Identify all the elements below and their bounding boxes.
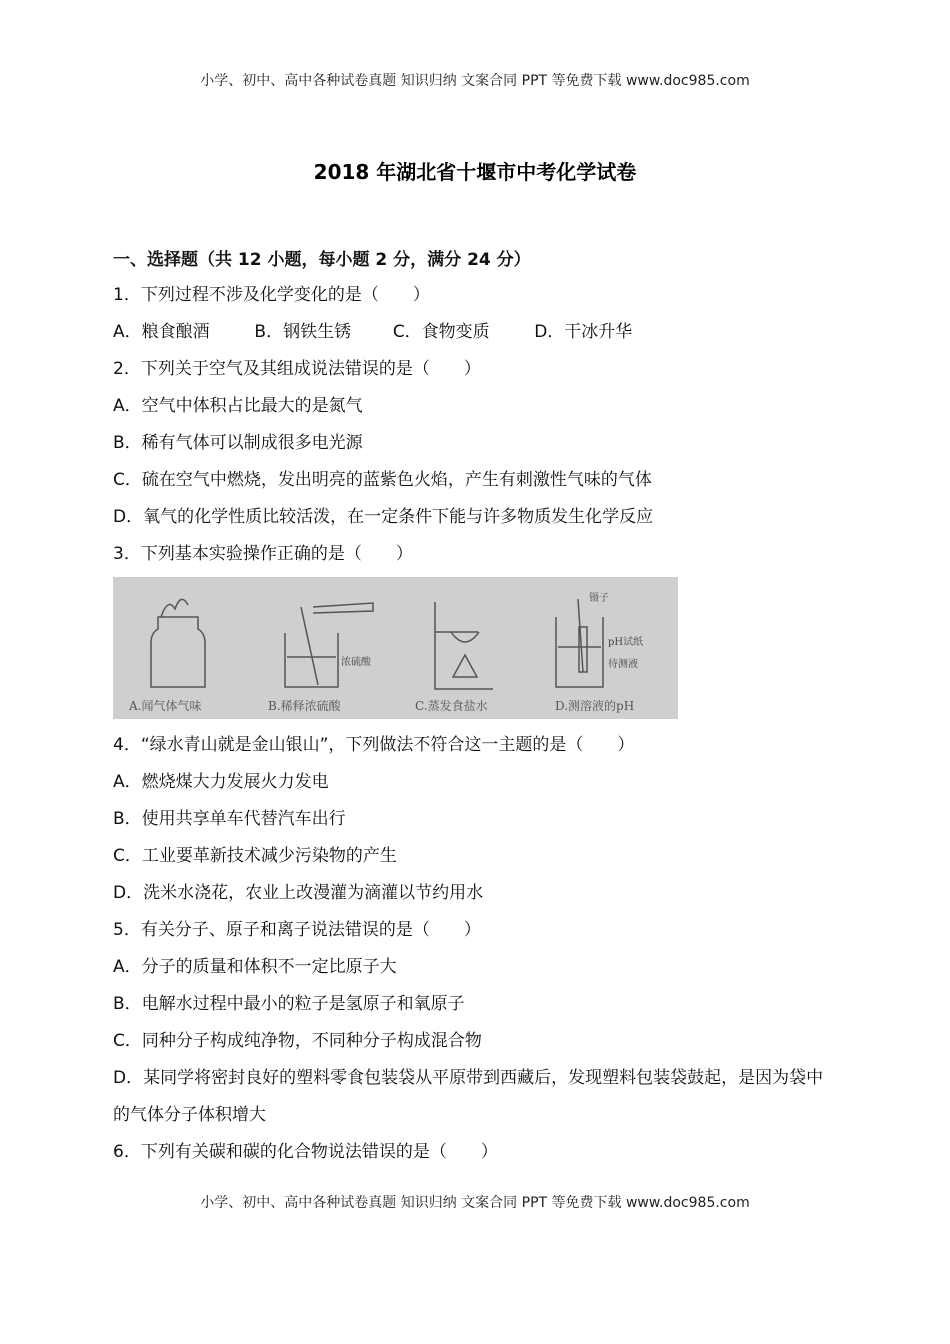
q2-option-a: A．空气中体积占比最大的是氮气	[113, 396, 363, 416]
ph-test-icon	[556, 599, 603, 687]
q4-option-d: D．洗米水浇花，农业上改漫灌为滴灌以节约用水	[113, 883, 484, 903]
page-footer: 小学、初中、高中各种试卷真题 知识归纳 文案合同 PPT 等免费下载 www.doc985.com	[200, 1195, 750, 1211]
fig-caption-c: C.蒸发食盐水	[415, 699, 488, 713]
q1-option-d: D．干冰升华	[534, 322, 633, 342]
page-header: 小学、初中、高中各种试卷真题 知识归纳 文案合同 PPT 等免费下载 www.doc985.com	[200, 73, 750, 89]
question-5-stem: 5．有关分子、原子和离子说法错误的是（ ）	[113, 920, 481, 940]
gas-bottle-icon	[151, 599, 205, 687]
question-6-stem: 6．下列有关碳和碳的化合物说法错误的是（ ）	[113, 1142, 498, 1162]
fig-caption-d: D.测溶液的pH	[555, 699, 635, 713]
q4-option-b: B．使用共享单车代替汽车出行	[113, 809, 346, 829]
fig-caption-b: B.稀释浓硫酸	[268, 699, 341, 713]
fig-label-sulfuric-acid: 浓硫酸	[341, 657, 371, 668]
q1-option-b: B．钢铁生锈	[254, 322, 352, 342]
fig-caption-a: A.闻气体气味	[129, 699, 202, 713]
fig-label-tweezers: 镊子	[589, 593, 609, 604]
question-1-stem: 1．下列过程不涉及化学变化的是（ ）	[113, 285, 430, 305]
lab-operations-figure	[113, 577, 678, 719]
question-2-stem: 2．下列关于空气及其组成说法错误的是（ ）	[113, 359, 481, 379]
section-title: 一、选择题（共 12 小题，每小题 2 分，满分 24 分）	[113, 250, 531, 270]
q2-option-d: D．氧气的化学性质比较活泼，在一定条件下能与许多物质发生化学反应	[113, 507, 654, 527]
question-1-options	[113, 314, 838, 351]
beaker-icon	[285, 603, 373, 687]
exam-content	[113, 245, 838, 1171]
q2-option-b: B．稀有气体可以制成很多电光源	[113, 433, 363, 453]
q5-option-d: D．某同学将密封良好的塑料零食包装袋从平原带到西藏后，发现塑料包装袋鼓起，是因为袋中的气体分子体积增大	[113, 1068, 824, 1125]
q5-option-a: A．分子的质量和体积不一定比原子大	[113, 957, 397, 977]
q4-option-c: C．工业要革新技术减少污染物的产生	[113, 846, 397, 866]
evaporation-stand-icon	[435, 602, 493, 689]
question-3-stem: 3．下列基本实验操作正确的是（ ）	[113, 544, 413, 564]
q1-option-a: A．粮食酿酒	[113, 322, 210, 342]
q4-option-a: A．燃烧煤大力发展火力发电	[113, 772, 329, 792]
question-4-stem: 4．“绿水青山就是金山银山”，下列做法不符合这一主题的是（ ）	[113, 735, 635, 755]
q1-option-c: C．食物变质	[392, 322, 490, 342]
q5-option-b: B．电解水过程中最小的粒子是氢原子和氧原子	[113, 994, 465, 1014]
q5-option-c: C．同种分子构成纯净物，不同种分子构成混合物	[113, 1031, 482, 1051]
fig-label-ph-paper: pH试纸	[608, 637, 644, 648]
q2-option-c: C．硫在空气中燃烧，发出明亮的蓝紫色火焰，产生有刺激性气味的气体	[113, 470, 652, 490]
page-title: 2018 年湖北省十堰市中考化学试卷	[313, 160, 637, 184]
fig-label-test-solution: 待测液	[608, 659, 638, 670]
